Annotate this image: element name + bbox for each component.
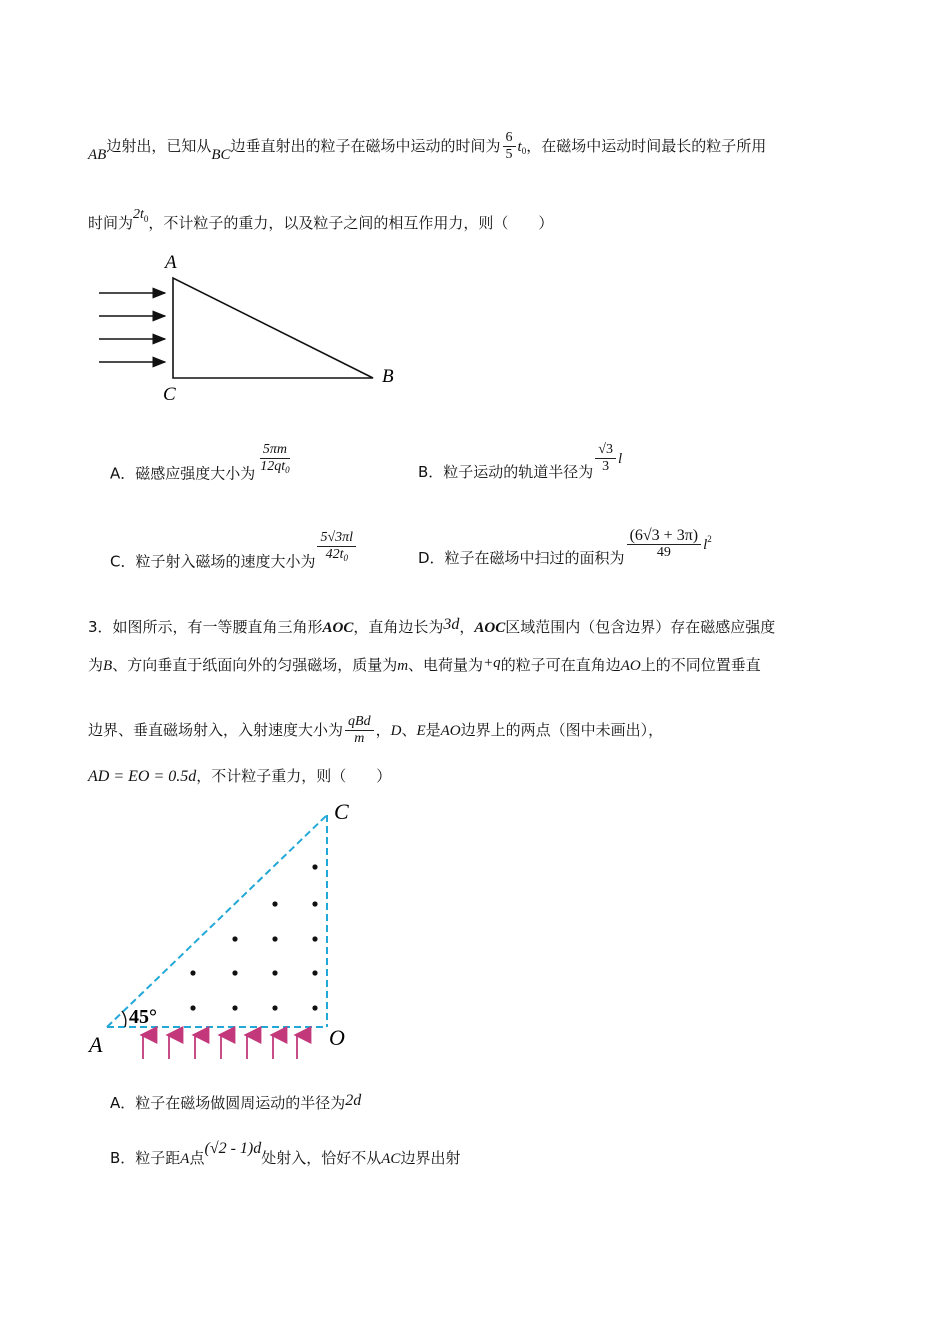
subscript: 0 [143,214,149,224]
text: 点 [189,1149,205,1167]
q2-option-c [110,530,358,572]
math-q: +q [483,655,501,671]
text: ，在磁场中运动时间最长的粒子所用 [526,137,767,155]
text: 处射入，恰好不从 [261,1149,382,1167]
math-ac: AC [381,1151,401,1167]
label-c: C [163,384,176,405]
text: 3．如图所示，有一等腰直角三角形 [88,618,323,636]
text: C．粒子射入磁场的速度大小为 [110,552,316,571]
field-dot [272,901,277,906]
text: A．磁感应强度大小为 [110,464,256,483]
field-dot [312,970,317,975]
denominator: 5 [505,147,513,162]
math-l: l [703,537,708,553]
fraction [345,714,374,747]
triangle-outline [173,278,373,378]
q2-line2 [88,205,553,233]
q2-option-d [418,528,712,568]
text: A．粒子在磁场做圆周运动的半径为 [110,1094,346,1112]
field-dot [312,901,317,906]
fraction [317,530,356,566]
text: 为 [88,656,104,674]
label-b: B [382,366,394,387]
math-ab: AB [88,147,107,163]
fraction [595,442,616,475]
text: B．粒子运动的轨道半径为 [418,463,594,481]
subscript: 0 [521,146,527,156]
math-ao: AO [620,658,641,674]
numerator: 6 [503,130,516,147]
math-bc: BC [211,147,231,163]
denominator: m [354,731,365,746]
math-aoc: AOC [474,620,506,636]
text: ， [459,618,475,636]
text: ，不计粒子的重力，以及粒子之间的相互作用力，则（ ） [148,214,554,232]
q3-line2 [88,653,761,676]
particle-arrows [143,1035,297,1059]
math-l: l [617,451,623,467]
fraction [257,442,292,478]
label-a: A [89,1032,103,1057]
text: 的粒子可在直角边 [500,656,621,674]
field-dot [232,970,237,975]
math-t0: t [517,139,522,155]
label-a: A [165,252,177,273]
triangle-abc-figure [95,250,415,410]
math-ao: AO [440,723,461,739]
q3-line3 [88,714,663,747]
text: 时间为 [88,214,134,232]
fraction [627,528,702,561]
text: 、 [401,721,417,739]
angle-label: 45° [129,1006,157,1028]
field-dot [312,864,317,869]
text: 上的不同位置垂直 [640,656,761,674]
triangle-aoc-figure [85,795,375,1065]
math-2d: 2d [345,1092,362,1109]
text: ，不计粒子重力，则（ ） [196,767,392,785]
denominator: 12qt [260,459,286,474]
math-m: m [397,658,409,674]
text: 边界出射 [400,1149,461,1167]
text: D．粒子在磁场中扫过的面积为 [418,549,625,567]
field-dot [272,970,277,975]
q3-line1 [88,615,775,638]
field-dot [232,936,237,941]
numerator: qBd [345,714,374,731]
math-a: A [180,1151,190,1167]
math-2t0: 2t [133,207,144,222]
math-b: B [103,658,113,674]
subscript: 0 [343,553,348,563]
angle-arc [122,1011,126,1027]
field-dot [190,970,195,975]
math-equation: AD = EO = 0.5d [88,768,197,785]
math-3d: 3d [443,616,460,633]
field-dot [190,1005,195,1010]
text: 是 [425,721,441,739]
denominator: 49 [656,545,671,560]
math-sqrt2-minus-1-d: (√2 - 1)d [204,1140,262,1157]
numerator: 5√3πl [317,530,356,547]
text: 、方向垂直于纸面向外的匀强磁场，质量为 [112,656,398,674]
label-o: O [329,1025,345,1050]
subscript: 0 [285,465,290,475]
fraction-6-5 [503,130,516,163]
edge-ac [107,815,327,1027]
field-dot [312,1005,317,1010]
numerator: √3 [595,442,616,459]
field-dot [312,936,317,941]
denominator: 42t [325,547,344,562]
q2-option-b [418,442,622,482]
text: 边界上的两点（图中未画出）， [460,721,664,739]
text: ，直角边长为 [353,618,444,636]
math-e: E [416,723,426,739]
denominator: 3 [602,459,610,474]
numerator: 5πm [260,442,290,459]
field-dot [272,1005,277,1010]
q2-option-a [110,442,295,484]
field-dot [232,1005,237,1010]
text: ， [375,721,391,739]
text: 区域范围内（包含边界）存在磁感应强度 [505,618,776,636]
q2-line1 [88,130,766,165]
field-dot [272,936,277,941]
q3-line4 [88,766,391,787]
math-d: D [390,723,402,739]
text: 边界、垂直磁场射入，入射速度大小为 [88,721,344,739]
text: 边射出，已知从 [106,137,212,155]
text: 、电荷量为 [408,656,484,674]
q3-option-b [110,1140,460,1168]
superscript: 2 [707,534,712,544]
text: 边垂直射出的粒子在磁场中运动的时间为 [230,137,501,155]
math-aoc: AOC [322,620,354,636]
numerator: (6√3 + 3π) [627,528,702,545]
q3-option-a [110,1092,361,1113]
text: B．粒子距 [110,1149,181,1167]
label-c: C [334,799,349,824]
